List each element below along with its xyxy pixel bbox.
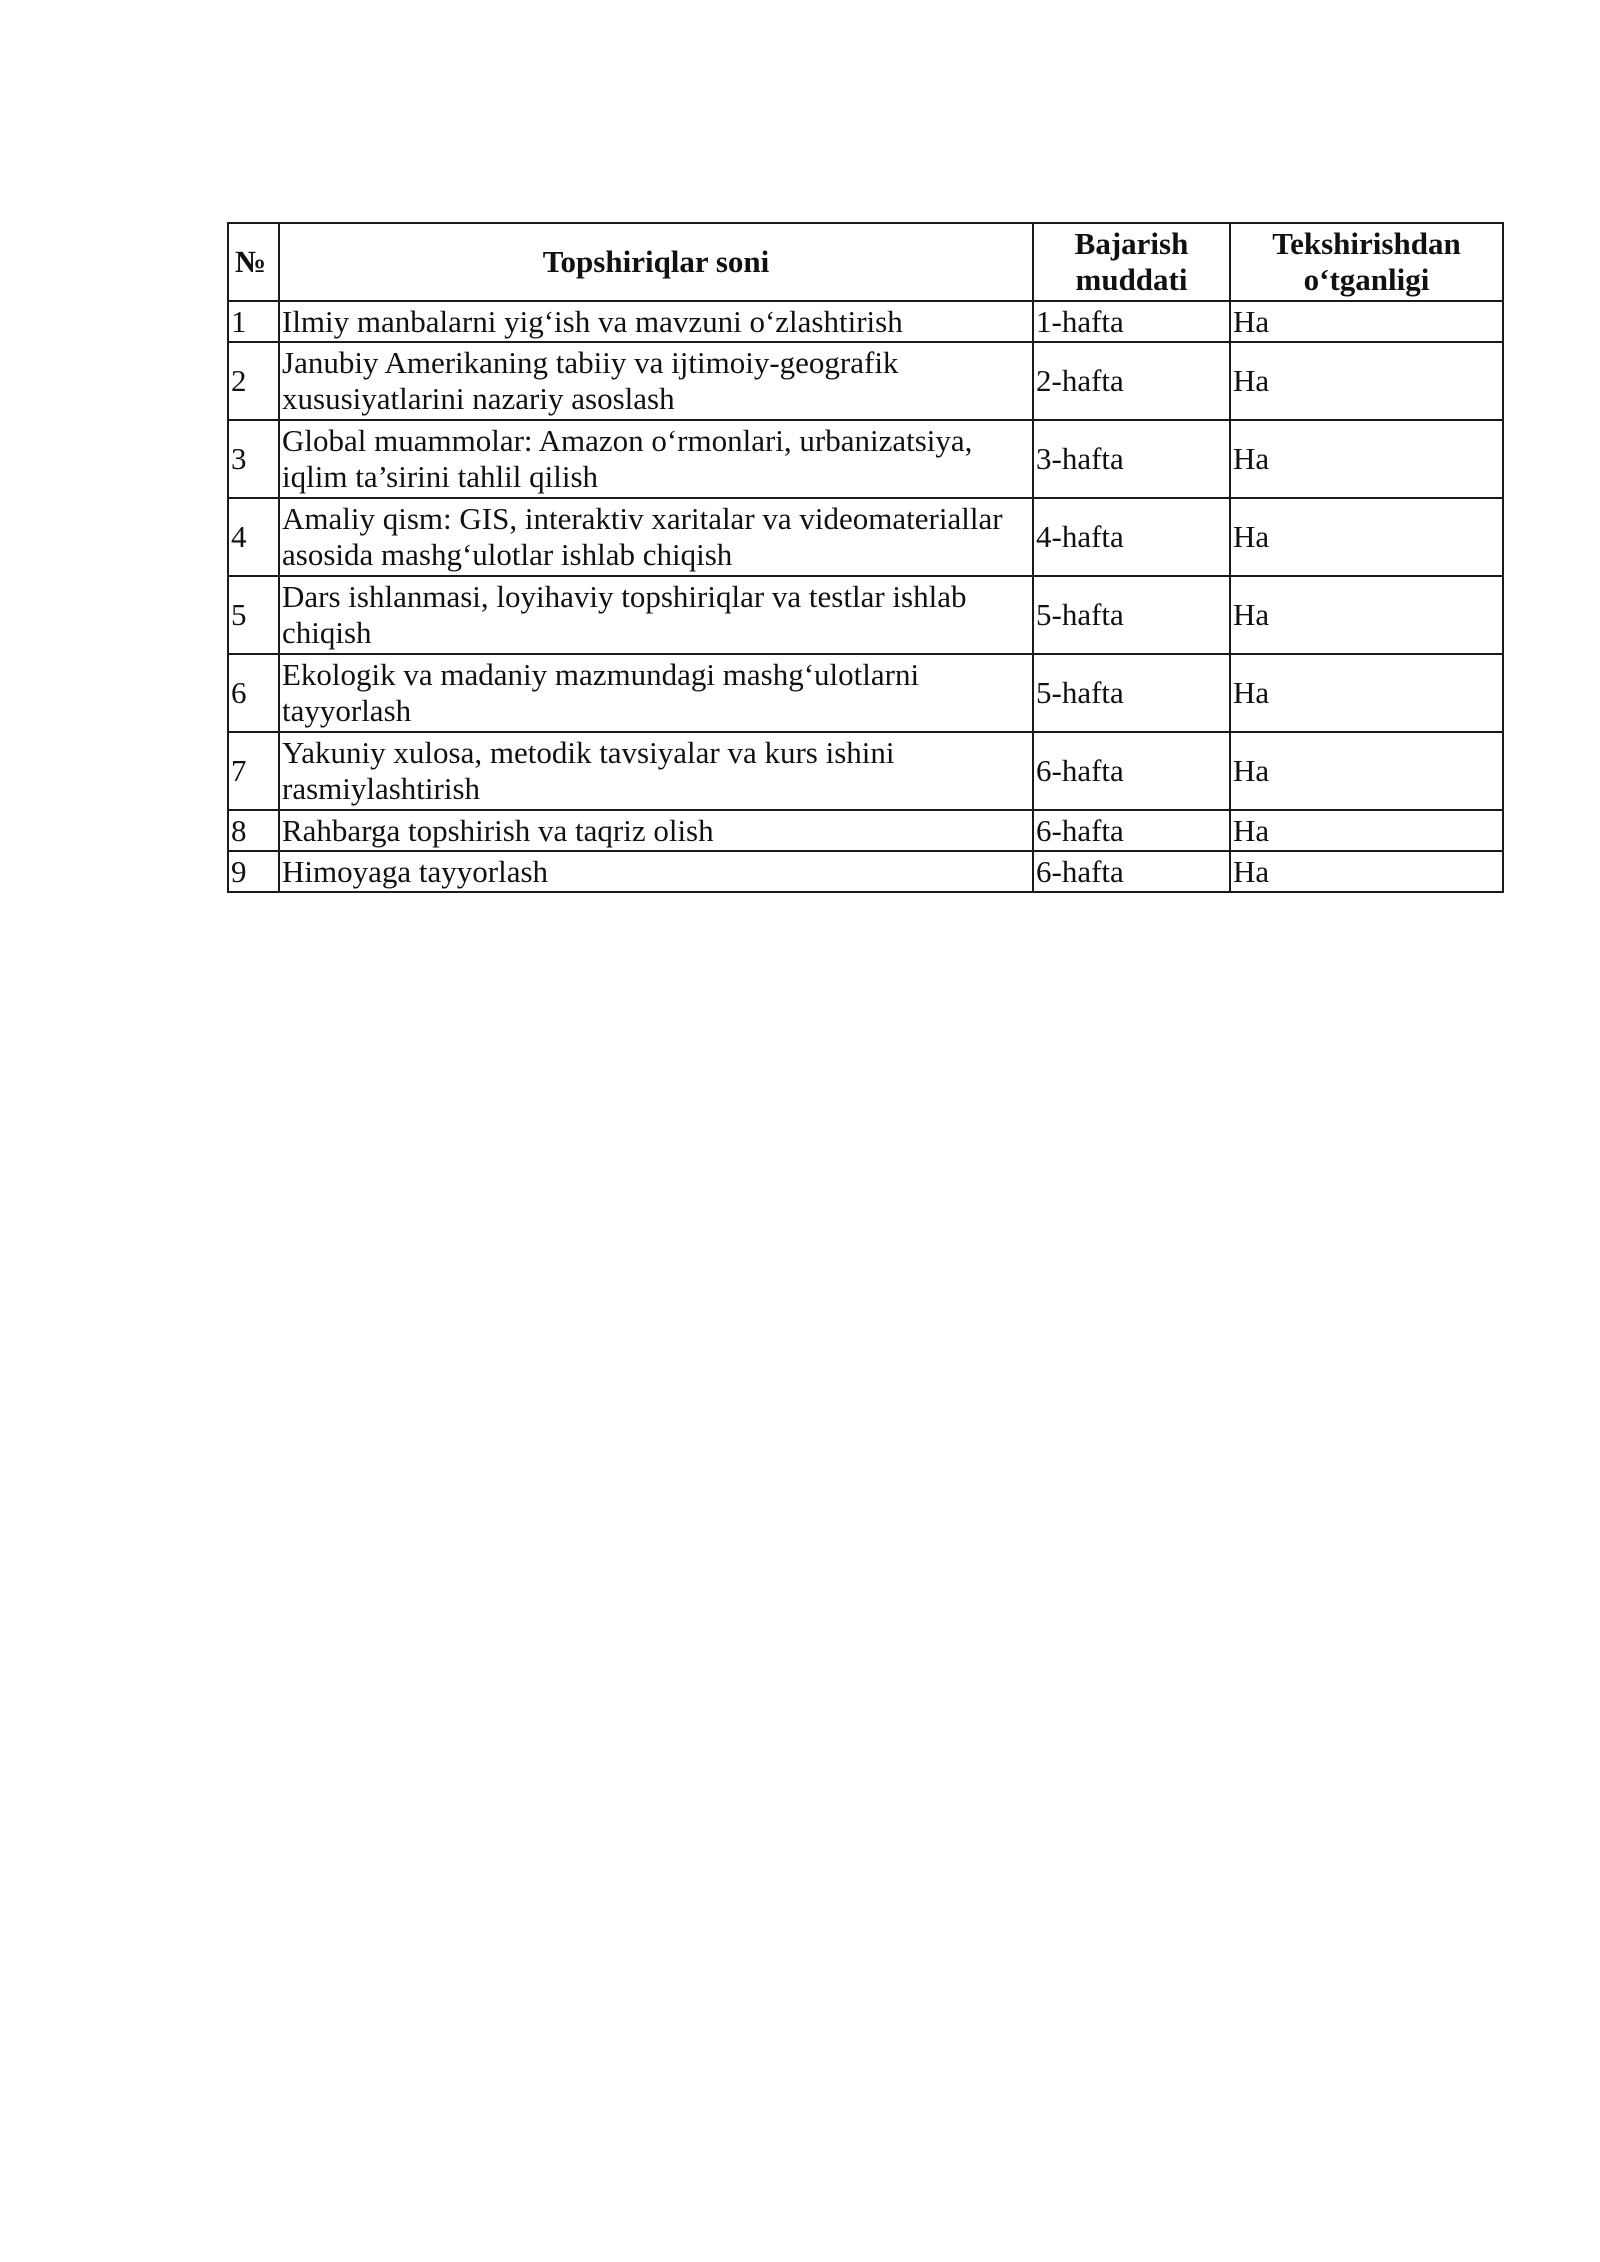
header-number: № (228, 223, 279, 301)
row-task: Ilmiy manbalarni yig‘ish va mavzuni o‘zlashtirish (279, 301, 1033, 342)
row-task: Rahbarga topshirish va taqriz olish (279, 810, 1033, 851)
table-row (228, 810, 1503, 851)
row-checked: Ha (1230, 732, 1503, 810)
row-deadline: 3-hafta (1033, 420, 1230, 498)
task-schedule-table (227, 222, 1504, 893)
row-deadline: 6-hafta (1033, 851, 1230, 892)
row-checked: Ha (1230, 498, 1503, 576)
row-checked: Ha (1230, 851, 1503, 892)
table-row (228, 851, 1503, 892)
table-row (228, 420, 1503, 498)
row-deadline: 5-hafta (1033, 654, 1230, 732)
row-task: Janubiy Amerikaning tabiiy va ijtimoiy-geografik xususiyatlarini nazariy asoslash (279, 342, 1033, 420)
row-number: 8 (228, 810, 279, 851)
table-header-row (228, 223, 1503, 301)
row-checked: Ha (1230, 576, 1503, 654)
row-checked: Ha (1230, 420, 1503, 498)
row-number: 2 (228, 342, 279, 420)
table-row (228, 732, 1503, 810)
header-deadline: Bajarish muddati (1033, 223, 1230, 301)
row-task: Yakuniy xulosa, metodik tavsiyalar va kurs ishini rasmiylashtirish (279, 732, 1033, 810)
table-row (228, 301, 1503, 342)
table-header (228, 223, 1503, 301)
row-deadline: 2-hafta (1033, 342, 1230, 420)
table-row (228, 342, 1503, 420)
table-body (228, 301, 1503, 892)
row-deadline: 6-hafta (1033, 810, 1230, 851)
row-number: 3 (228, 420, 279, 498)
header-checked: Tekshirishdan o‘tganligi (1230, 223, 1503, 301)
row-task: Ekologik va madaniy mazmundagi mashg‘ulotlarni tayyorlash (279, 654, 1033, 732)
row-number: 5 (228, 576, 279, 654)
row-number: 7 (228, 732, 279, 810)
row-task: Dars ishlanmasi, loyihaviy topshiriqlar va testlar ishlab chiqish (279, 576, 1033, 654)
table-row (228, 576, 1503, 654)
row-task: Amaliy qism: GIS, interaktiv xaritalar va videomateriallar asosida mashg‘ulotlar ishlab chiqish (279, 498, 1033, 576)
row-deadline: 6-hafta (1033, 732, 1230, 810)
row-number: 4 (228, 498, 279, 576)
row-task: Global muammolar: Amazon o‘rmonlari, urbanizatsiya, iqlim ta’sirini tahlil qilish (279, 420, 1033, 498)
table-row (228, 498, 1503, 576)
row-checked: Ha (1230, 301, 1503, 342)
row-task: Himoyaga tayyorlash (279, 851, 1033, 892)
row-checked: Ha (1230, 654, 1503, 732)
row-deadline: 5-hafta (1033, 576, 1230, 654)
row-deadline: 4-hafta (1033, 498, 1230, 576)
row-number: 9 (228, 851, 279, 892)
header-task: Topshiriqlar soni (279, 223, 1033, 301)
row-checked: Ha (1230, 810, 1503, 851)
table-row (228, 654, 1503, 732)
row-checked: Ha (1230, 342, 1503, 420)
row-deadline: 1-hafta (1033, 301, 1230, 342)
row-number: 6 (228, 654, 279, 732)
row-number: 1 (228, 301, 279, 342)
